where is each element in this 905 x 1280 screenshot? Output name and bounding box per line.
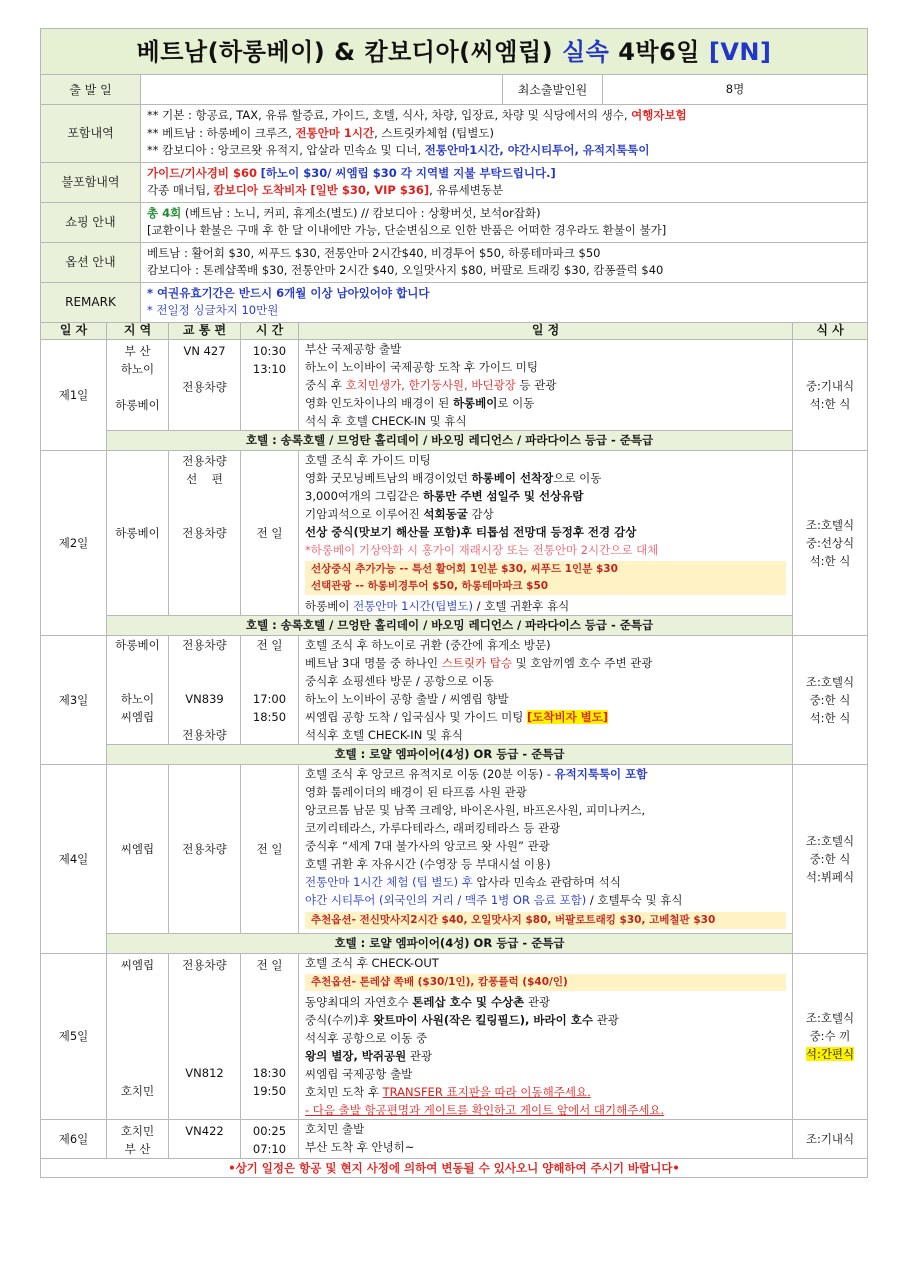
day5-option: 추천옵션- 톤레샵 쪽배 ($30/1인), 캄퐁플럭 ($40/인) [305,974,786,991]
day5-schedule [299,953,793,1119]
day6-row [41,1119,868,1158]
day3-label: 제3일 [41,635,107,764]
day6-meal: 조:기내식 [793,1119,868,1158]
region-blank [107,974,168,992]
time-depart: 18:30 [252,1065,287,1080]
day4-schedule [299,764,793,933]
day6-region [107,1119,169,1158]
title-main: 베트남(하롱베이) & 캄보디아(씨엠립) [136,37,554,66]
day3-item: 하노이 노이바이 공항 출발 / 씨엠립 향발 [305,691,509,706]
day3-item: 씨엠립 공항 도착 / 입국심사 및 가이드 미팅 [305,709,527,724]
region-blank [107,992,168,1010]
day5-meal [793,953,868,1119]
include-label: 포함내역 [41,105,141,163]
day4-transport: 전용차량 [169,764,241,933]
day4-meal [793,764,868,953]
region-blank [107,1028,168,1046]
day3-schedule [299,635,793,744]
region-blank [107,1010,168,1028]
remark-single: * 전일정 싱글차지 10만원 [147,303,279,317]
header-transport: 교 통 편 [169,322,241,339]
region-busan: 부 산 [124,343,151,358]
day5-item: 씨엠립 국제공항 출발 [305,1066,413,1081]
option-kh: 캄보디아 : 톤레샵쪽배 $30, 전통안마 2시간 $40, 오일맛사지 $80, 버팔로 트래킹 $30, 캄퐁플럭 $40 [147,263,664,277]
transport-blank [169,654,240,672]
option-label: 옵션 안내 [41,242,141,282]
transport-blank [169,708,240,726]
day2-lunch-cruise: 선상 중식(맛보기 해산물 포함)후 티톱섬 전망대 등정후 전경 감상 [305,524,637,539]
time-arrive: 19:50 [252,1083,287,1098]
day2-option-tour: 선택관광 -- 하롱비경투어 $50, 하롱테마파크 $50 [305,578,786,595]
day6-time [241,1119,299,1158]
time-blank [241,654,298,672]
day3-item: 중식후 쇼핑센타 방문 / 공항으로 이동 [305,673,494,688]
include-vn: ** 베트남 : 하롱베이 크루즈, [147,125,292,140]
exclude-label: 불포함내역 [41,162,141,202]
transport-blank [169,360,240,378]
day5-item: 관광 [592,1012,619,1027]
day2-cave: 석회동굴 [423,506,468,521]
region-siemreap: 씨엠립 [120,709,155,724]
day2-item: 영화 굿모닝베트남의 배경이었던 [305,470,472,485]
footer-notice: •상기 일정은 항공 및 현지 사정에 의하여 변동될 수 있사오니 양해하여 주시기 바랍니다• [41,1158,868,1177]
day2-schedule [299,450,793,615]
exclude-tips: 각종 매너팁, [147,183,210,197]
day1-hotel-row [41,430,868,450]
min-people-value: 8명 [603,75,868,105]
day2-item: 감상 [467,506,494,521]
exclude-guide-note: [하노이 $30/ 씨엠립 $30 각 지역별 지불 부탁드립니다.] [260,165,556,180]
day4-item: 앙코르톰 남문 및 남쪽 크레앙, 바이온사원, 바프온사원, 피미나커스, [305,802,646,817]
day4-region: 씨엠립 [107,764,169,933]
header-day: 일 자 [41,322,107,339]
transport-private-bus: 전용차량 [182,637,227,652]
region-hochiminh: 호치민 [120,1083,155,1098]
day1-hotel: 호텔 : 송록호텔 / 므엉탄 홀리데이 / 바오밍 레디언스 / 파라다이스 등급 - 준특급 [107,430,793,450]
day5-royal-villa: 왕의 별장, 박쥐공원 [305,1048,407,1063]
meal-breakfast: 조:호텔식 [805,674,855,689]
include-kh-extras: 전통안마1시간, 야간시티투어, 유적지툭툭이 [424,143,650,157]
day2-pier: 하롱베이 선착장 [471,470,554,485]
include-kh: ** 캄보디아 : 앙코르왓 유적지, 압살라 민속쇼 및 디너, [147,143,422,157]
region-blank [107,1046,168,1064]
header-region: 지 역 [107,322,169,339]
day6-label: 제6일 [41,1119,107,1158]
region-blank [107,672,168,690]
remark-passport: * 여권유효기간은 반드시 6개월 이상 남아있어야 합니다 [147,285,430,300]
shopping-list: (베트남 : 노니, 커피, 휴게소(별도) // 캄보디아 : 상황버섯, 보석or잡화) [181,205,541,220]
region-halong: 하롱베이 [115,637,160,652]
day4-item: 호텔 조식 후 앙코르 유적지로 이동 (20분 이동) - [305,766,555,781]
transport-private-bus: 전용차량 [182,957,227,972]
transport-private-bus: 전용차량 [182,379,227,394]
day2-region: 하롱베이 [107,450,169,615]
meal-dinner: 석:한 식 [809,553,851,568]
day2-transport [169,450,241,615]
day1-schedule [299,339,793,430]
meal-lunch: 중:선상식 [805,535,855,550]
day1-item: 하노이 노이바이 국제공항 도착 후 가이드 미팅 [305,359,539,374]
time-arrive: 18:50 [252,709,287,724]
transport-blank [169,672,240,690]
page-title [41,29,868,75]
day2-meal [793,450,868,635]
shopping-refund: [교환이나 환불은 구매 후 한 달 이내에만 가능, 단순변심으로 인한 반품은 어떠한 경우라도 환불이 불가] [147,223,667,237]
exclude-content [141,162,868,202]
day3-transport [169,635,241,744]
min-people-label: 최소출발인원 [503,75,603,105]
transport-blank [169,488,240,506]
region-siemreap: 씨엠립 [120,957,155,972]
day4-item: 코끼리테라스, 가루다테라스, 래퍼킹테라스 등 관광 [305,820,561,835]
day3-meal [793,635,868,764]
day2-item: 호텔 조식 후 가이드 미팅 [305,452,431,467]
itinerary-sheet [40,28,867,1178]
day5-item: 석식후 공항으로 이동 중 [305,1030,428,1045]
day2-hotel-row [41,615,868,635]
depart-value [141,75,503,105]
meal-dinner: 석:간편식 [805,1047,855,1061]
day2-item: 기암괴석으로 이루어진 [305,506,424,521]
meal-lunch: 중:수 끼 [809,1029,851,1043]
day6-item: 부산 도착 후 안녕히~ [305,1139,415,1154]
meal-dinner: 석:뷔페식 [805,869,855,884]
transport-blank [169,992,240,1010]
day3-time [241,635,299,744]
shopping-count: 총 4회 [147,205,182,220]
day2-item: 으로 이동 [553,470,602,485]
day1-transport [169,339,241,430]
time-blank [241,992,298,1010]
transport-blank [169,1028,240,1046]
flight-vn427: VN 427 [183,343,226,358]
day2-massage: 전통안마 1시간(팁별도) [353,598,474,613]
time-arrive: 07:10 [252,1141,287,1156]
day1-item: 석식 후 호텔 CHECK-IN 및 휴식 [305,413,467,428]
day4-tuktuk: 유적지툭툭이 포함 [554,766,648,781]
day5-temple: 왓트마이 사원(작은 킬링필드), 바라이 호수 [373,1012,593,1027]
time-depart: 17:00 [252,691,287,706]
day5-time [241,953,299,1119]
info-table [40,28,868,323]
transport-private-bus: 전용차량 [182,727,227,742]
region-halong: 하롱베이 [115,397,160,412]
day1-item: 영화 인도차이나의 배경이 된 [305,395,453,410]
region-hanoi: 하노이 [120,691,155,706]
day3-item: 호텔 조식 후 하노이로 귀환 (중간에 휴게소 방문) [305,637,551,652]
day3-row [41,635,868,744]
day5-item: 호치민 도착 후 [305,1084,383,1099]
region-hochiminh: 호치민 [120,1123,155,1138]
transport-blank [169,974,240,992]
day2-time: 전 일 [241,450,299,615]
include-content [141,105,868,163]
day2-hotel: 호텔 : 송록호텔 / 므엉탄 홀리데이 / 바오밍 레디언스 / 파라다이스 등급 - 준특급 [107,615,793,635]
day2-label: 제2일 [41,450,107,635]
day1-item: 로 이동 [497,395,535,410]
day3-streetcar: 스트릿카 탑승 [441,655,512,670]
title-duration: 4박6일 [618,37,700,66]
transport-boat: 선 편 [186,471,223,486]
time-depart: 10:30 [252,343,287,358]
day3-hotel: 호텔 : 로얄 엠파이어(4성) OR 등급 - 준특급 [107,744,793,764]
time-blank [241,1046,298,1064]
day6-schedule [299,1119,793,1158]
meal-dinner: 석:한 식 [809,396,851,411]
day5-region [107,953,169,1119]
region-blank [107,1064,168,1082]
meal-lunch: 중:기내식 [805,378,855,393]
time-blank [241,1010,298,1028]
day4-option: 추천옵션- 전신맛사지2시간 $40, 오일맛사지 $80, 버팔로트래킹 $30, 고베철판 $30 [305,912,786,929]
depart-label: 출 발 일 [41,75,141,105]
meal-lunch: 중:한 식 [809,851,851,866]
region-blank [107,378,168,396]
day4-item: 영화 툼레이더의 배경이 된 타프롬 사원 관광 [305,784,527,799]
title-airline: [VN] [708,37,772,66]
exclude-visa: 캄보디아 도착비자 [일반 $30, VIP $36] [213,183,430,197]
option-content [141,242,868,282]
meal-lunch: 중:한 식 [809,692,851,707]
day4-night-tour: 야간 시티투어 (외국인의 거리 / 맥주 1병 OR 음료 포함) [305,892,587,907]
day1-meal [793,339,868,450]
day6-transport: VN422 [169,1119,241,1158]
day1-halong: 하롱베이 [452,395,498,410]
header-schedule: 일 정 [299,322,793,339]
region-busan: 부 산 [124,1141,151,1156]
day4-massage: 전통안마 1시간 체험 (팁 별도) 후 [305,874,473,889]
day4-label: 제4일 [41,764,107,953]
day3-region [107,635,169,744]
day5-tonlesap: 톤레삽 호수 및 수상촌 [412,994,525,1009]
day5-item: 관광 [406,1048,433,1063]
day2-item: / 호텔 귀환후 휴식 [473,598,570,613]
remark-content [141,282,868,322]
schedule-header [41,322,868,339]
include-basic: ** 기본 : 항공료, TAX, 유류 할증료, 가이드, 호텔, 식사, 차량, 입장료, 차량 및 식당에서의 생수, [147,108,628,122]
flight-vn812: VN812 [185,1065,224,1080]
day3-hotel-row [41,744,868,764]
time-depart: 00:25 [252,1123,287,1138]
include-vn-massage: 전통안마 1시간 [295,125,375,140]
time-arrive: 13:10 [252,361,287,376]
day1-item: 중식 후 [305,377,346,392]
time-allday: 전 일 [256,637,283,652]
transport-blank [169,1046,240,1064]
day5-label: 제5일 [41,953,107,1119]
day3-item: 및 호암끼엠 호수 주변 관광 [512,655,653,670]
option-vn: 베트남 : 활어회 $30, 씨푸드 $30, 전통안마 2시간$40, 비경투어 $50, 하롱테마파크 $50 [147,245,601,260]
day4-item: 압사라 민속쇼 관람하며 석식 [472,874,621,889]
day5-item: 호텔 조식 후 CHECK-OUT [305,955,439,970]
transport-blank [169,1010,240,1028]
day1-row [41,339,868,430]
time-allday: 전 일 [256,957,283,972]
day6-item: 호치민 출발 [305,1121,365,1136]
transport-blank [169,506,240,524]
transport-private-bus: 전용차량 [182,525,227,540]
title-type: 실속 [561,37,610,66]
day5-row [41,953,868,1119]
flight-vn839: VN839 [185,691,224,706]
header-meal: 식 사 [793,322,868,339]
shopping-content [141,202,868,242]
day4-item: 중식후 “세계 7대 불가사의 앙코르 왓 사원” 관광 [305,838,550,853]
meal-breakfast: 조:호텔식 [805,1011,855,1025]
remark-label: REMARK [41,282,141,322]
day2-row [41,450,868,615]
day1-label: 제1일 [41,339,107,450]
day2-weather-note: *하롱베이 기상악화 시 홍가이 재래시장 또는 전통안마 2시간으로 대체 [305,542,659,557]
day4-hotel: 호텔 : 로얄 엠파이어(4성) OR 등급 - 준특급 [107,933,793,953]
day5-item: 관광 [524,994,551,1009]
day3-visa-note: [도착비자 별도] [526,709,609,724]
day3-item: 석식후 호텔 CHECK-IN 및 휴식 [305,727,463,742]
day4-time: 전 일 [241,764,299,933]
day5-item: 동양최대의 자연호수 [305,994,413,1009]
time-blank [241,672,298,690]
day2-option-seafood: 선상중식 추가가능 -- 특선 활어회 1인분 $30, 씨푸드 1인분 $30 [305,561,786,578]
time-blank [241,974,298,992]
day1-item: 등 관광 [515,377,557,392]
day1-region [107,339,169,430]
include-vn-rest: , 스트릿카체험 (팁별도) [374,125,494,140]
day4-hotel-row [41,933,868,953]
day5-transport [169,953,241,1119]
header-time: 시 간 [241,322,299,339]
day4-row [41,764,868,933]
exclude-guide-fee: 가이드/기사경비 $60 [147,165,257,180]
schedule-table [40,322,868,1178]
day2-cruise: 하롱만 주변 섬일주 및 선상유람 [423,488,584,503]
region-blank [107,654,168,672]
day1-item: 부산 국제공항 출발 [305,341,402,356]
day5-transfer-note: TRANSFER 표지판을 따라 이동해주세요. [382,1084,591,1099]
day1-sights: 호치민생가, 한기둥사원, 바딘광장 [345,377,516,392]
shopping-label: 쇼핑 안내 [41,202,141,242]
region-hanoi: 하노이 [120,361,155,376]
meal-breakfast: 조:호텔식 [805,517,855,532]
day5-item: 중식(수끼)후 [305,1012,374,1027]
day5-gate-note: - 다음 출발 항공편명과 게이트를 확인하고 게이트 앞에서 대기해주세요. [305,1102,665,1117]
time-blank [241,1028,298,1046]
day1-time [241,339,299,430]
day4-item: 호텔 귀환 후 자유시간 (수영장 등 부대시설 이용) [305,856,551,871]
day2-item: 하롱베이 [305,598,354,613]
meal-dinner: 석:한 식 [809,710,851,725]
include-insurance: 여행자보험 [631,108,687,122]
day2-item: 3,000여개의 그림같은 [305,488,423,503]
transport-private-bus: 전용차량 [182,453,227,468]
day4-item: / 호텔투숙 및 휴식 [586,892,683,907]
footer-row [41,1158,868,1177]
day3-item: 베트남 3대 명물 중 하나인 [305,655,442,670]
meal-breakfast: 조:호텔식 [805,833,855,848]
exclude-fuel: , 유류세변동분 [429,183,504,197]
